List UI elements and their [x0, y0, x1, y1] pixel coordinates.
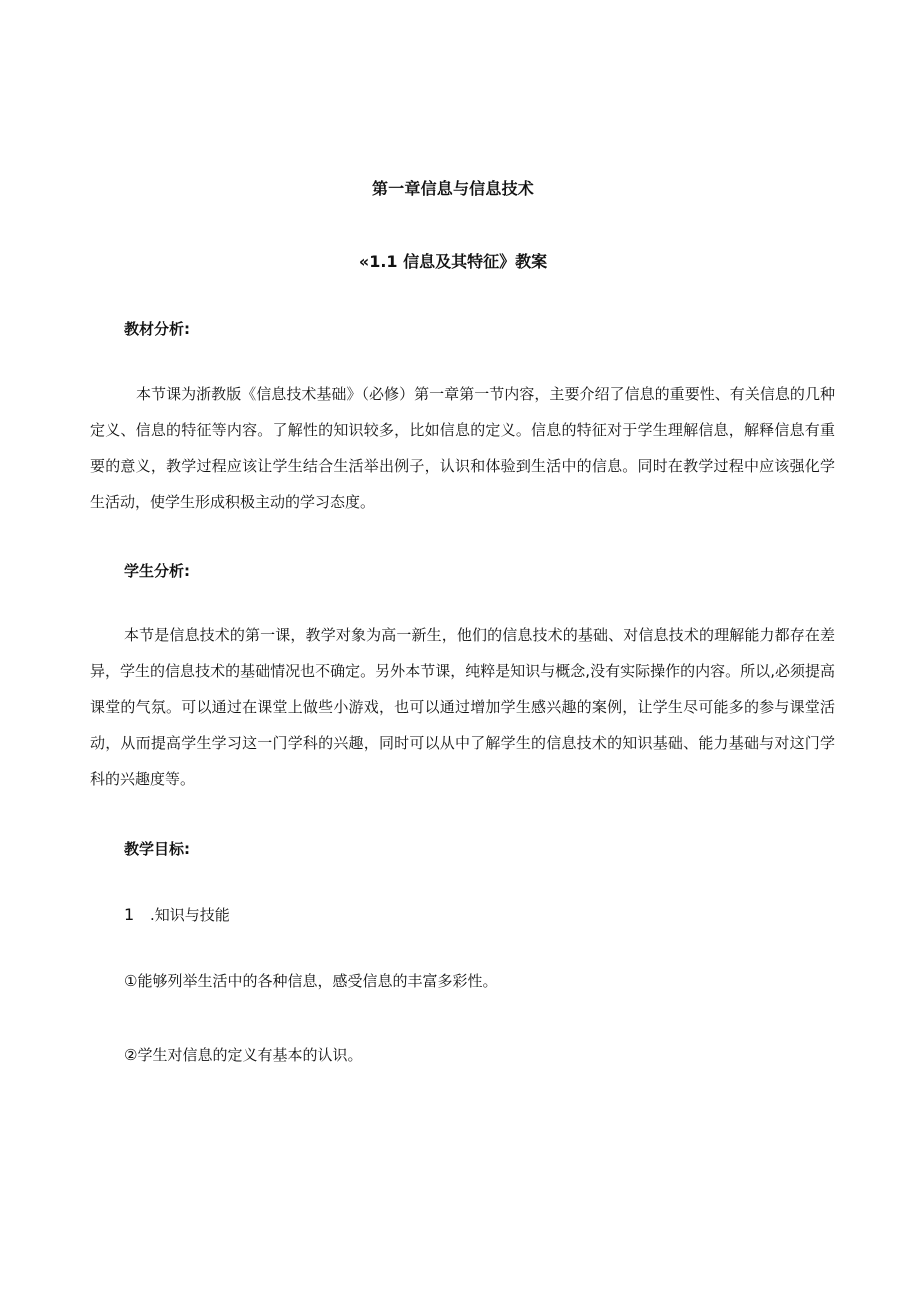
lesson-title: «1.1 信息及其特征》教案 [358, 252, 548, 271]
goal-point-1: ①能够列举生活中的各种信息，感受信息的丰富多彩性。 [124, 972, 498, 990]
material-analysis-paragraph: 本节课为浙教版《信息技术基础》（必修）第一章第一节内容，主要介绍了信息的重要性、有关信息的几种定义、信息的特征等内容。了解性的知识较多，比如信息的定义。信息的特征对于学生理解信息，解释信息有重要的意义，教学过程应该让学生结合生活举出例子，认识和体验到生活中的信息。同时在教学过程中应该强化学生活动，使学生形成积极主动的学习态度。 [90, 385, 835, 511]
chapter-title: 第一章信息与信息技术 [371, 179, 534, 198]
student-analysis-paragraph: 本节是信息技术的第一课，教学对象为高一新生，他们的信息技术的基础、对信息技术的理解能力都存在差异，学生的信息技术的基础情况也不确定。另外本节课，纯粹是知识与概念,没有实际操作的内容。所以,必须提高课堂的气氛。可以通过在课堂上做些小游戏，也可以通过增加学生感兴趣的案例，让学生尽可能多的参与课堂活动，从而提高学生学习这一门学科的兴趣，同时可以从中了解学生的信息技术的知识基础、能力基础与对这门学科的兴趣度等。 [90, 626, 835, 788]
material-analysis-heading: 教材分析: [124, 320, 190, 338]
student-analysis-heading: 学生分析: [124, 562, 190, 580]
goal-item-label: .知识与技能 [150, 906, 230, 924]
goal-item-knowledge-skills [124, 904, 230, 925]
goal-point-2: ②学生对信息的定义有基本的认识。 [124, 1046, 363, 1064]
teaching-goals-heading: 教学目标: [124, 840, 190, 858]
goal-item-number: 1 [124, 905, 135, 924]
